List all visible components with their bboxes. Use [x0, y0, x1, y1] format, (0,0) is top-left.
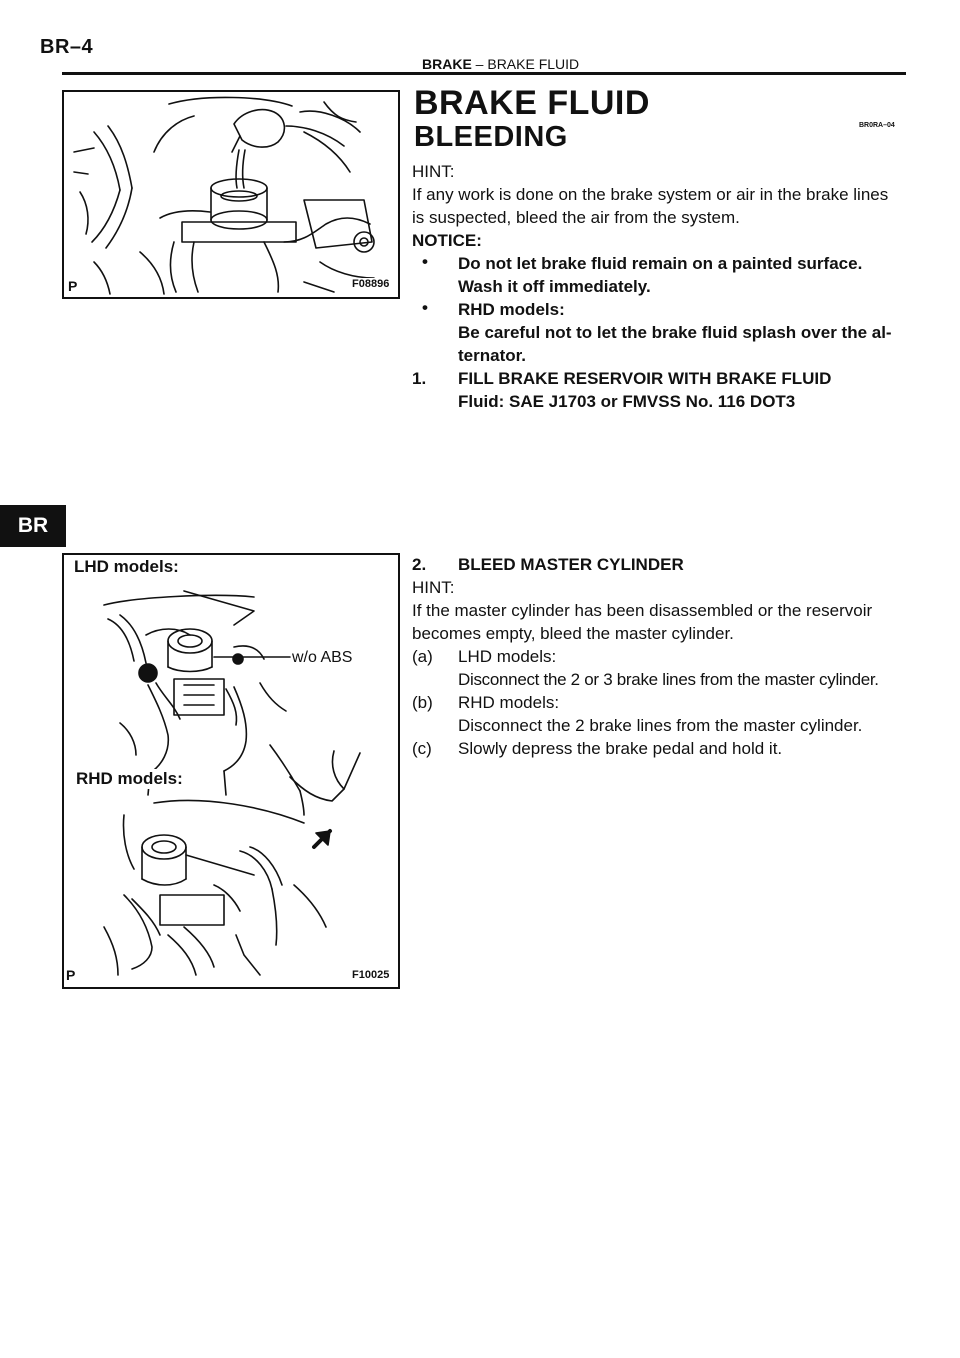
- page-number: BR–4: [40, 36, 94, 58]
- substep-a-text: Disconnect the 2 or 3 brake lines from the master cylinder.: [458, 670, 879, 689]
- running-header: [422, 56, 579, 72]
- fill-reservoir-illustration: [64, 92, 398, 297]
- substep-a-title: LHD models:: [458, 647, 557, 666]
- figure2-marker: P: [66, 967, 76, 983]
- figure1-marker: P: [68, 278, 78, 294]
- figure2-code: F10025: [352, 969, 390, 981]
- substep-b-title: RHD models:: [458, 693, 560, 712]
- hint1-line2: is suspected, bleed the air from the system.: [412, 208, 740, 227]
- figure2-label-wo-abs: w/o ABS: [292, 649, 353, 666]
- hint2-line2: becomes empty, bleed the master cylinder.: [412, 624, 734, 643]
- notice2-line1: RHD models:: [458, 300, 565, 319]
- step2-title: BLEED MASTER CYLINDER: [458, 555, 684, 574]
- notice1-line2: Wash it off immediately.: [458, 277, 651, 296]
- step1-title: FILL BRAKE RESERVOIR WITH BRAKE FLUID: [458, 369, 832, 388]
- notice1-line1: Do not let brake fluid remain on a painted surface.: [458, 254, 863, 273]
- document-code: BR0RA–04: [859, 122, 895, 129]
- hint2-label: HINT:: [412, 578, 455, 597]
- hint2-line1: If the master cylinder has been disassembled or the reservoir: [412, 601, 873, 620]
- notice2-line2: Be careful not to let the brake fluid splash over the al-: [458, 323, 892, 342]
- section-tab: BR: [0, 505, 66, 547]
- substep-c-label: (c): [412, 739, 432, 758]
- running-header-topic: BRAKE FLUID: [487, 56, 580, 72]
- bullet-icon: •: [422, 298, 428, 317]
- substep-c-text: Slowly depress the brake pedal and hold it.: [458, 739, 783, 758]
- running-header-separator: –: [475, 56, 484, 72]
- figure-fill-reservoir: [62, 90, 400, 299]
- hint1-label: HINT:: [412, 162, 455, 181]
- section-subtitle: BLEEDING: [414, 121, 568, 153]
- notice-label: NOTICE:: [412, 231, 482, 250]
- step1-fluid-spec: Fluid: SAE J1703 or FMVSS No. 116 DOT3: [458, 392, 796, 411]
- step1-number: 1.: [412, 369, 427, 388]
- figure1-code: F08896: [352, 278, 390, 290]
- header-rule: [62, 72, 906, 75]
- step2-number: 2.: [412, 555, 427, 574]
- figure2-label-lhd: LHD models:: [74, 557, 179, 576]
- figure2-label-rhd: RHD models:: [76, 769, 183, 788]
- bullet-icon: •: [422, 252, 428, 271]
- running-header-section: BRAKE: [422, 56, 472, 72]
- figure-bleed-master-cylinder: [62, 553, 400, 989]
- substep-b-text: Disconnect the 2 brake lines from the master cylinder.: [458, 716, 863, 735]
- substep-b-label: (b): [412, 693, 433, 712]
- page-title: BRAKE FLUID: [414, 84, 650, 122]
- substep-a-label: (a): [412, 647, 433, 666]
- hint1-line1: If any work is done on the brake system or air in the brake lines: [412, 185, 889, 204]
- notice2-line3: ternator.: [458, 346, 527, 365]
